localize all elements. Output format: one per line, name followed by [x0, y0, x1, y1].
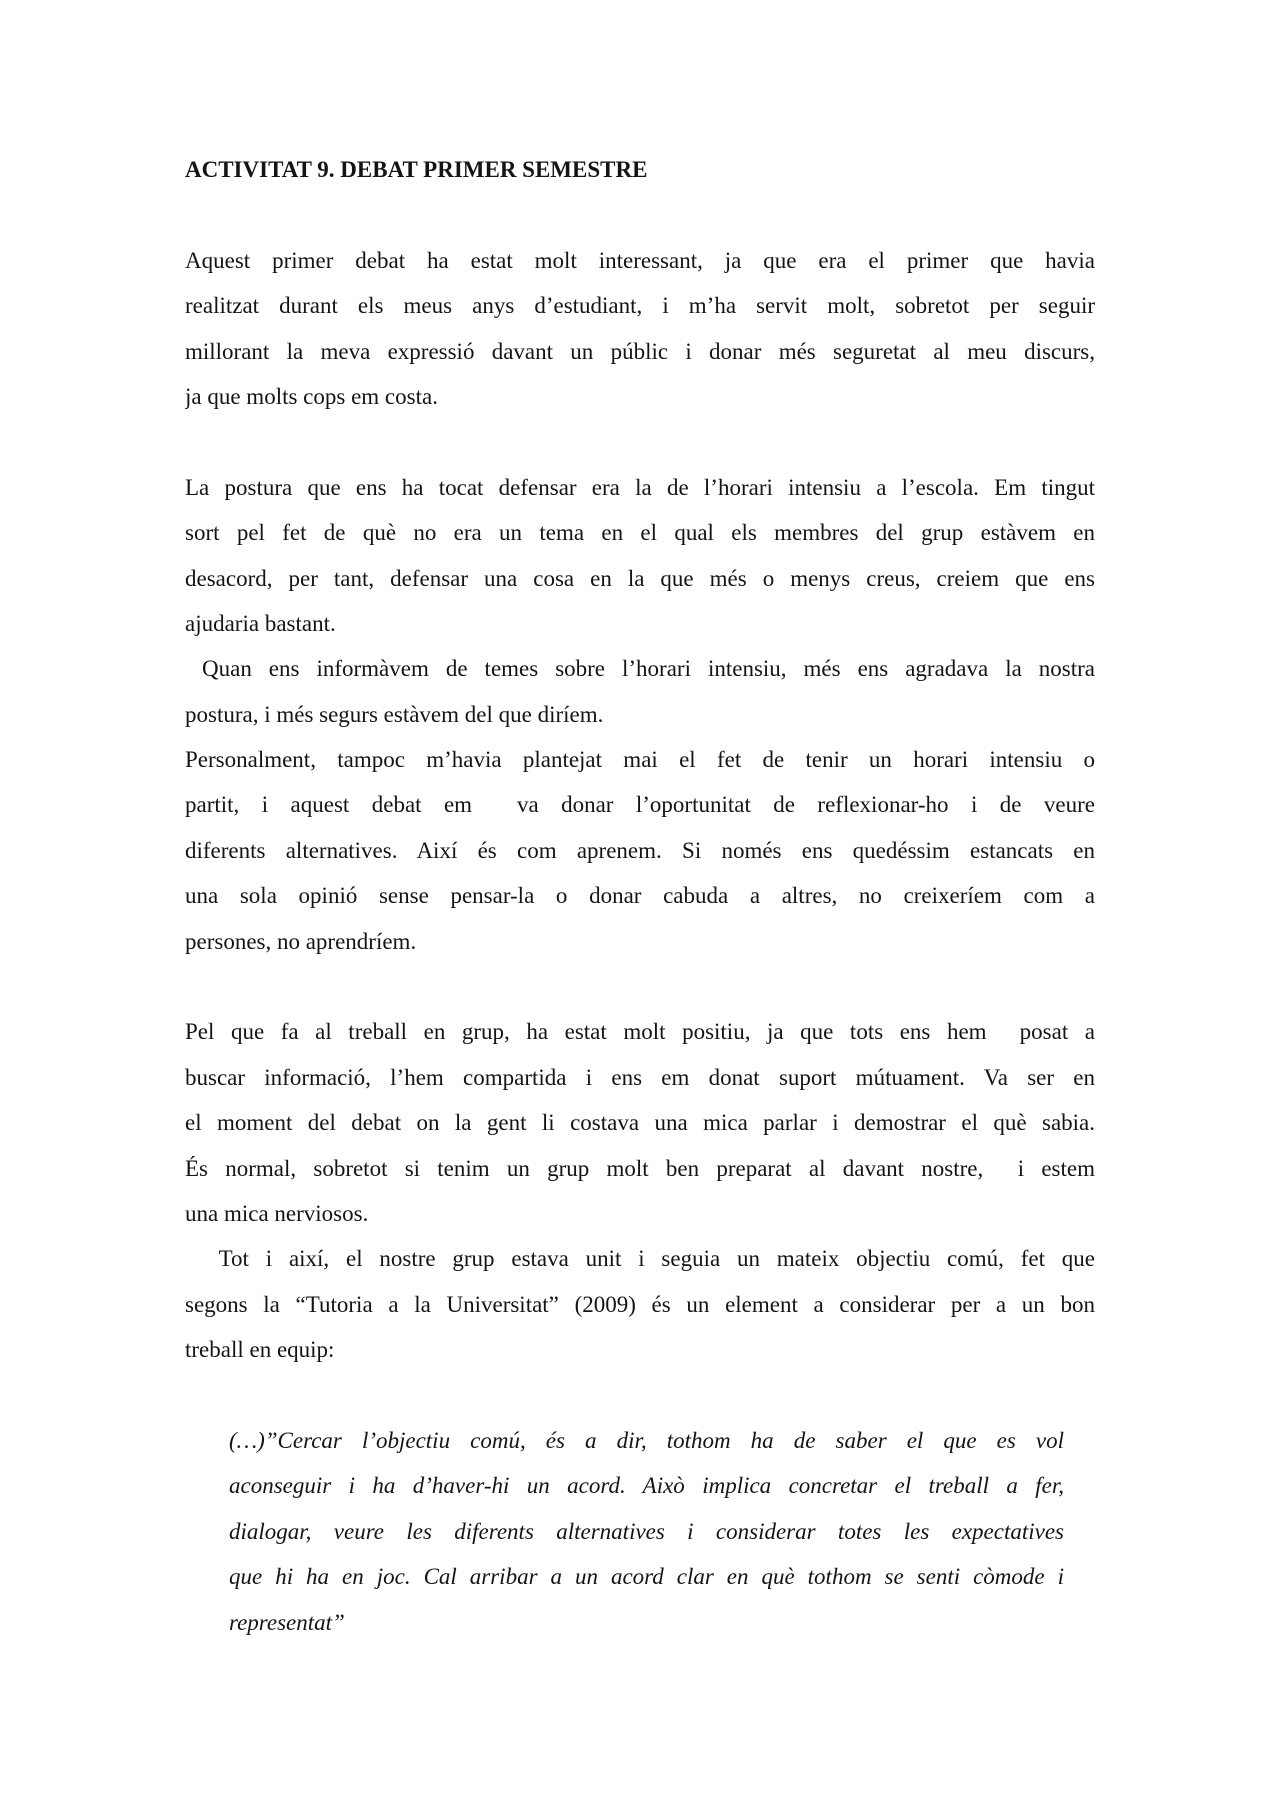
paragraph-intro — [185, 238, 1095, 420]
paragraph-line: Pel que fa al treball en grup, ha estat molt positiu, ja que tots ens hem posat a — [185, 1019, 1095, 1045]
quote-line: representat” — [229, 1609, 345, 1635]
quote-line: que hi ha en joc. Cal arribar a un acord clar en què tothom se senti còmode i — [229, 1564, 1064, 1590]
document-title: ACTIVITAT 9. DEBAT PRIMER SEMESTRE — [185, 157, 648, 182]
paragraph-objectiu-comu — [185, 1236, 1095, 1372]
block-quote — [229, 1418, 1064, 1645]
quote-line: dialogar, veure les diferents alternatives i considerar totes les expectatives — [229, 1518, 1064, 1544]
paragraph-line: Personalment, tampoc m’havia plantejat mai el fet de tenir un horari intensiu o — [185, 747, 1095, 773]
paragraph-line: una mica nerviosos. — [185, 1200, 369, 1226]
paragraph-line: Aquest primer debat ha estat molt interessant, ja que era el primer que havia — [185, 247, 1095, 273]
paragraph-line: diferents alternatives. Així és com aprenem. Si només ens quedéssim estancats en — [185, 837, 1095, 863]
paragraph-line: segons la “Tutoria a la Universitat” (2009) és un element a considerar per a un bon — [185, 1291, 1095, 1317]
paragraph-treball-grup — [185, 1009, 1095, 1236]
paragraph-informacio — [185, 646, 1095, 737]
paragraph-line: una sola opinió sense pensar-la o donar cabuda a altres, no creixeríem com a — [185, 883, 1095, 909]
paragraph-line: És normal, sobretot si tenim un grup molt ben preparat al davant nostre, i estem — [185, 1155, 1095, 1181]
paragraph-line: persones, no aprendríem. — [185, 928, 417, 954]
paragraph-line: Tot i així, el nostre grup estava unit i seguia un mateix objectiu comú, fet que — [185, 1246, 1095, 1272]
paragraph-line: postura, i més segurs estàvem del que diríem. — [185, 701, 604, 727]
paragraph-line: sort pel fet de què no era un tema en el qual els membres del grup estàvem en — [185, 520, 1095, 546]
paragraph-line: buscar informació, l’hem compartida i ens em donat suport mútuament. Va ser en — [185, 1064, 1095, 1090]
paragraph-personalment — [185, 737, 1095, 964]
quote-line: aconseguir i ha d’haver-hi un acord. Això implica concretar el treball a fer, — [229, 1473, 1064, 1499]
paragraph-line: ja que molts cops em costa. — [185, 383, 438, 409]
paragraph-line: realitzat durant els meus anys d’estudiant, i m’ha servit molt, sobretot per seguir — [185, 293, 1095, 319]
paragraph-line: ajudaria bastant. — [185, 610, 336, 636]
paragraph-line: desacord, per tant, defensar una cosa en la que més o menys creus, creiem que ens — [185, 565, 1095, 591]
quote-line: (…)”Cercar l’objectiu comú, és a dir, tothom ha de saber el que es vol — [229, 1427, 1064, 1453]
paragraph-line: partit, i aquest debat em va donar l’oportunitat de reflexionar-ho i de veure — [185, 792, 1095, 818]
paragraph-postura — [185, 465, 1095, 647]
paragraph-line: La postura que ens ha tocat defensar era la de l’horari intensiu a l’escola. Em tingut — [185, 474, 1095, 500]
paragraph-line: el moment del debat on la gent li costava una mica parlar i demostrar el què sabia. — [185, 1110, 1095, 1136]
document-body — [185, 147, 1095, 1645]
paragraph-line: Quan ens informàvem de temes sobre l’horari intensiu, més ens agradava la nostra — [185, 656, 1095, 682]
paragraph-line: millorant la meva expressió davant un públic i donar més seguretat al meu discurs, — [185, 338, 1095, 364]
paragraph-line: treball en equip: — [185, 1337, 335, 1363]
